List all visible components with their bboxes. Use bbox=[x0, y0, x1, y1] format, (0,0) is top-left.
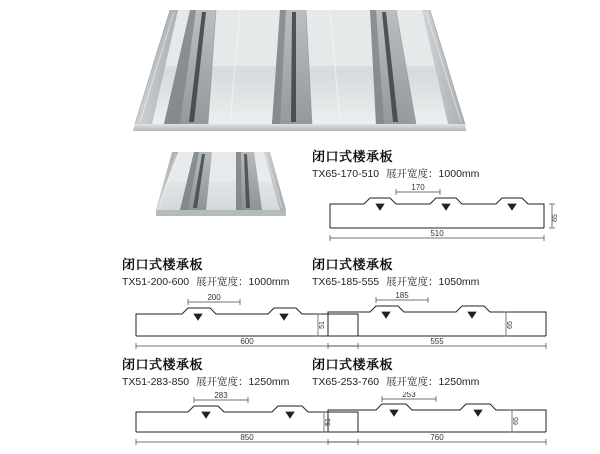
panel-code: TX65-170-510 bbox=[312, 168, 380, 180]
dim-side-4: 51 bbox=[325, 418, 332, 426]
panel-code: TX51-200-600 bbox=[122, 276, 190, 288]
dim-side-5: 65 bbox=[513, 417, 520, 425]
panel-width: 展开宽度：1000mm bbox=[196, 276, 290, 288]
panel-title: 闭口式楼承板 bbox=[312, 357, 394, 372]
dim-top-1: 170 bbox=[411, 184, 425, 192]
panel-title: 闭口式楼承板 bbox=[122, 257, 204, 272]
dim-top-2: 200 bbox=[207, 293, 221, 302]
panel-title: 闭口式楼承板 bbox=[122, 357, 204, 372]
dim-side-2: 51 bbox=[319, 321, 326, 329]
panel-code: TX51-283-850 bbox=[122, 376, 190, 388]
panel-code: TX65-253-760 bbox=[312, 376, 380, 388]
panel-subtitle bbox=[312, 276, 562, 288]
panel-title: 闭口式楼承板 bbox=[312, 149, 394, 164]
panel-width: 展开宽度：1000mm bbox=[386, 168, 480, 180]
large-metal-decking-photo bbox=[130, 4, 470, 134]
dim-bottom-4: 850 bbox=[240, 433, 254, 442]
dim-side-3: 65 bbox=[507, 321, 514, 329]
profile-drawing-3 bbox=[312, 292, 562, 354]
spec-panel-3 bbox=[312, 258, 562, 354]
dim-side-1: 65 bbox=[552, 214, 559, 222]
profile-drawing-5 bbox=[312, 392, 562, 454]
dim-bottom-3: 555 bbox=[430, 337, 444, 346]
panel-subtitle bbox=[312, 376, 562, 388]
dim-bottom-2: 600 bbox=[240, 337, 254, 346]
dim-top-4: 283 bbox=[214, 392, 228, 400]
spec-panel-5 bbox=[312, 358, 562, 454]
panel-code: TX65-185-555 bbox=[312, 276, 380, 288]
profile-drawing-1 bbox=[312, 184, 562, 246]
dim-top-3: 185 bbox=[395, 292, 409, 300]
panel-width: 展开宽度：1250mm bbox=[196, 376, 290, 388]
small-metal-decking-photo bbox=[150, 148, 290, 220]
panel-title: 闭口式楼承板 bbox=[312, 257, 394, 272]
spec-panel-1 bbox=[312, 150, 562, 246]
panel-subtitle bbox=[312, 168, 562, 180]
dim-top-5: 253 bbox=[402, 392, 416, 399]
panel-width: 展开宽度：1250mm bbox=[386, 376, 480, 388]
dim-bottom-5: 760 bbox=[430, 433, 444, 442]
dim-bottom-1: 510 bbox=[430, 229, 444, 238]
panel-width: 展开宽度：1050mm bbox=[386, 276, 480, 288]
